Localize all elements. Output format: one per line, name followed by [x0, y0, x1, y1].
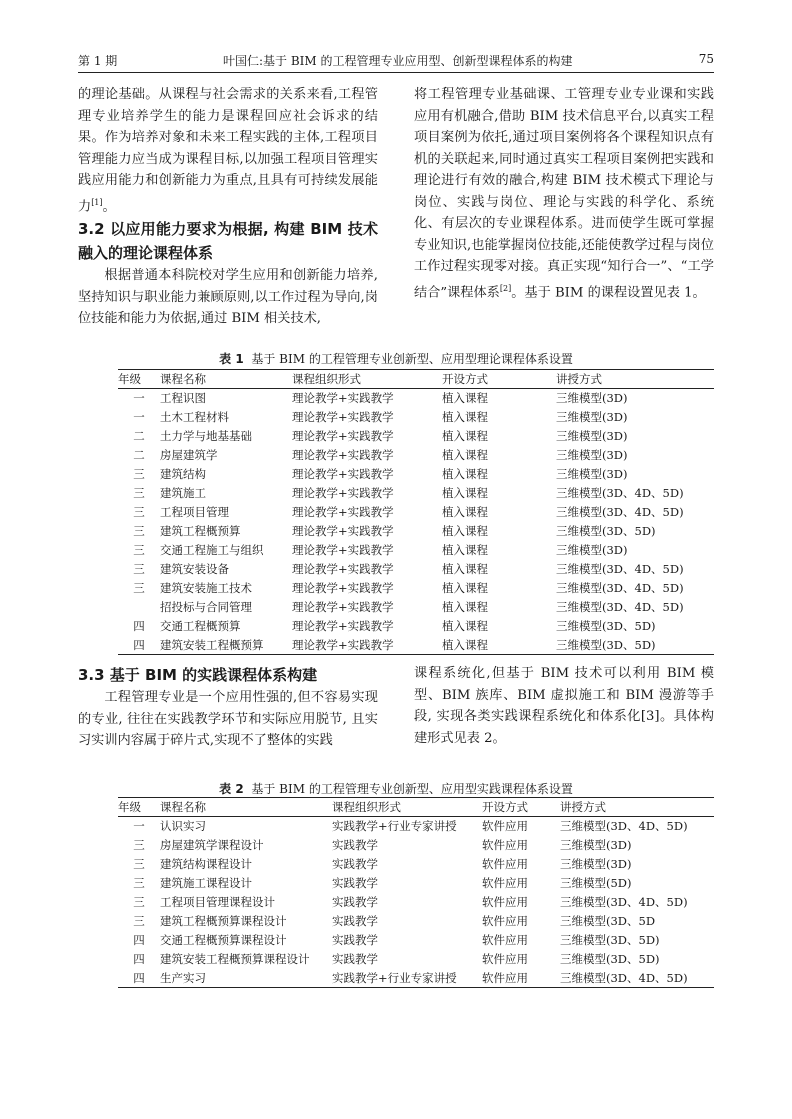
table-row [118, 446, 714, 465]
citation[interactable]: [1] [91, 197, 103, 207]
table-cell: 三 [133, 524, 145, 538]
table-cell: 实践教学 [332, 838, 378, 852]
table-cell: 植入课程 [442, 467, 488, 481]
table-cell: 植入课程 [442, 562, 488, 576]
column-header: 课程组织形式 [332, 798, 482, 817]
left-column-top [78, 84, 378, 330]
table-cell: 招投标与合同管理 [160, 600, 252, 614]
table-cell: 理论教学+实践教学 [292, 448, 394, 462]
table-row [118, 598, 714, 617]
table-cell: 三维模型(3D、5D) [556, 637, 656, 652]
table-row [118, 855, 714, 874]
table-cell: 理论教学+实践教学 [292, 581, 394, 595]
table-cell: 建筑安装工程概预算课程设计 [160, 952, 310, 966]
right-column-mid [414, 663, 714, 749]
table-cell: 三维模型(3D、4D、5D) [556, 581, 684, 595]
table-2-caption [78, 780, 714, 797]
table-cell: 认识实习 [160, 819, 206, 834]
table-cell: 植入课程 [442, 429, 488, 443]
table-row [118, 912, 714, 931]
table-cell: 理论教学+实践教学 [292, 486, 394, 500]
table-cell: 建筑安装施工技术 [160, 581, 252, 595]
table-cell: 三维模型(3D、5D) [560, 933, 660, 947]
table-cell: 理论教学+实践教学 [292, 619, 394, 633]
table-cell: 二 [133, 448, 145, 462]
table-cell: 实践教学+行业专家讲授 [332, 970, 457, 985]
table-header-row [118, 798, 714, 817]
table-cell: 建筑工程概预算课程设计 [160, 914, 287, 928]
table-cell: 三维模型(3D、4D、5D) [556, 600, 684, 614]
table-cell: 三 [133, 486, 145, 500]
table-cell: 三维模型(3D、5D) [556, 619, 656, 633]
table-cell: 三维模型(3D、5D) [560, 952, 660, 966]
column-header: 课程组织形式 [292, 370, 442, 389]
table-cell: 工程项目管理 [160, 505, 229, 519]
left-column-mid [78, 663, 378, 752]
table-cell: 建筑施工课程设计 [160, 876, 252, 890]
table-cell: 三维模型(3D、5D [560, 914, 656, 928]
table-cell: 建筑结构课程设计 [160, 857, 252, 871]
table-cell: 土木工程材料 [160, 410, 229, 424]
table-cell: 植入课程 [442, 543, 488, 557]
table-cell: 植入课程 [442, 410, 488, 424]
table-cell: 植入课程 [442, 448, 488, 462]
table-cell: 三维模型(3D、4D、5D) [556, 505, 684, 519]
table-cell: 四 [133, 637, 145, 652]
column-header: 开设方式 [482, 798, 560, 817]
table-row [118, 408, 714, 427]
table-cell: 一 [133, 410, 145, 424]
table-cell: 四 [133, 970, 145, 985]
table-cell: 植入课程 [442, 486, 488, 500]
table-cell: 三 [133, 895, 145, 909]
table-cell: 实践教学+行业专家讲授 [332, 819, 457, 834]
paragraph: 课程系统化,但基于 BIM 技术可以利用 BIM 模型、BIM 族库、BIM 虚拟施工和 BIM 漫游等手段, 实现各类实践课程系统化和体系化[3]。具体构建形式见表 2。 [414, 666, 714, 746]
table-cell: 建筑安装工程概预算 [160, 637, 264, 652]
table-cell: 三 [133, 505, 145, 519]
table-cell: 理论教学+实践教学 [292, 410, 394, 424]
table-cell: 三 [133, 543, 145, 557]
table-cell: 理论教学+实践教学 [292, 505, 394, 519]
table-cell: 植入课程 [442, 600, 488, 614]
table-cell: 实践教学 [332, 933, 378, 947]
table-cell: 软件应用 [482, 876, 528, 890]
table-cell: 土力学与地基基础 [160, 429, 252, 443]
table-row [118, 817, 714, 836]
table-cell: 软件应用 [482, 970, 528, 985]
table-cell: 理论教学+实践教学 [292, 391, 394, 406]
column-header: 年级 [118, 370, 160, 389]
table-cell: 建筑结构 [160, 467, 206, 481]
table-row [118, 522, 714, 541]
column-header: 课程名称 [160, 798, 332, 817]
paragraph: 的理论基础。从课程与社会需求的关系来看,工程管理专业培养学生的能力是课程回应社会诉求的结果。作为培养对象和未来工程实践的主体,工程项目管理能力应当成为课程目标,以加强工程项目管理实践应用能力和创新能力为重点,且具有可持续发展能力[1]。 [78, 87, 378, 214]
table-cell: 理论教学+实践教学 [292, 600, 394, 614]
table-cell: 房屋建筑学 [160, 448, 218, 462]
paragraph: 将工程管理专业基础课、工管理专业专业课和实践应用有机融合,借助 BIM 技术信息平台,以真实工程项目案例为依托,通过项目案例将各个课程知识点有机的关联起来,同时通过真实工程项目案例把实践和理论进行有效的融合,构建 BIM 技术模式下理论与岗位、实践与岗位、理论与实践的科学化、系统化、有层次的专业课程体系。进而使学生既可掌握专业知识,也能掌握岗位技能,还能使教学过程与岗位工作过程实现零对接。真正实现“知行合一”、“工学结合”课程体系[2]。基于 BIM 的课程设置见表 1。 [414, 87, 714, 300]
paragraph: 根据普通本科院校对学生应用和创新能力培养,坚持知识与职业能力兼顾原则,以工作过程为导向,岗位技能和能力为依据,通过 BIM 相关技术, [78, 268, 378, 327]
table-cell: 实践教学 [332, 857, 378, 871]
table-cell [118, 598, 160, 617]
table-1 [118, 369, 714, 655]
table-cell: 四 [133, 619, 145, 633]
table-cell: 三维模型(5D) [560, 876, 632, 890]
table-cell: 理论教学+实践教学 [292, 524, 394, 538]
table-cell: 三维模型(3D、4D、5D) [560, 970, 688, 985]
table-cell: 植入课程 [442, 524, 488, 538]
table-cell: 植入课程 [442, 581, 488, 595]
table-cell: 三 [133, 914, 145, 928]
table-cell: 建筑施工 [160, 486, 206, 500]
table-caption-text: 基于 BIM 的工程管理专业创新型、应用型实践课程体系设置 [251, 782, 573, 796]
table-label: 表 1 [219, 352, 244, 366]
table-cell: 交通工程概预算课程设计 [160, 933, 287, 947]
table-cell: 理论教学+实践教学 [292, 429, 394, 443]
table-cell: 软件应用 [482, 857, 528, 871]
table-cell: 一 [133, 391, 145, 406]
table-cell: 三 [133, 857, 145, 871]
table-cell: 三维模型(3D) [556, 543, 628, 557]
table-cell: 软件应用 [482, 819, 528, 834]
column-header: 课程名称 [160, 370, 292, 389]
table-cell: 三维模型(3D) [556, 467, 628, 481]
table-row [118, 503, 714, 522]
table-cell: 三维模型(3D) [560, 838, 632, 852]
table-cell: 三维模型(3D) [560, 857, 632, 871]
column-header: 讲授方式 [560, 798, 714, 817]
table-cell: 三维模型(3D) [556, 448, 628, 462]
table-cell: 三维模型(3D、4D、5D) [560, 819, 688, 834]
table-cell: 实践教学 [332, 914, 378, 928]
table-cell: 建筑工程概预算 [160, 524, 241, 538]
table-cell: 实践教学 [332, 876, 378, 890]
column-header: 讲授方式 [556, 370, 714, 389]
column-header: 年级 [118, 798, 160, 817]
table-cell: 交通工程施工与组织 [160, 543, 264, 557]
table-cell: 建筑安装设备 [160, 562, 229, 576]
table-cell: 三 [133, 581, 145, 595]
table-row [118, 617, 714, 636]
table-row [118, 560, 714, 579]
table-cell: 植入课程 [442, 391, 488, 406]
table-cell: 三维模型(3D、4D、5D) [560, 895, 688, 909]
table-row [118, 836, 714, 855]
table-header-row [118, 370, 714, 389]
table-cell: 三维模型(3D、4D、5D) [556, 562, 684, 576]
running-header [78, 48, 714, 73]
table-row [118, 893, 714, 912]
section-heading-3-2: 3.2 以应用能力要求为根据, 构建 BIM 技术融入的理论课程体系 [78, 220, 378, 263]
paragraph: 工程管理专业是一个应用性强的,但不容易实现的专业, 往往在实践教学环节和实际应用脱节, 且实习实训内容属于碎片式,实现不了整体的实践 [78, 690, 378, 748]
table-2 [118, 797, 714, 988]
table-caption-text: 基于 BIM 的工程管理专业创新型、应用型理论课程体系设置 [251, 352, 573, 366]
table-cell: 理论教学+实践教学 [292, 637, 394, 652]
section-heading-3-3: 3.3 基于 BIM 的实践课程体系构建 [78, 666, 318, 684]
right-column-top [414, 84, 714, 303]
table-cell: 交通工程概预算 [160, 619, 241, 633]
table-cell: 软件应用 [482, 952, 528, 966]
table-cell: 软件应用 [482, 933, 528, 947]
table-cell: 理论教学+实践教学 [292, 562, 394, 576]
table-cell: 三维模型(3D) [556, 429, 628, 443]
table-row [118, 389, 714, 408]
running-title: 叶国仁:基于 BIM 的工程管理专业应用型、创新型课程体系的构建 [223, 54, 573, 68]
page-number: 75 [698, 52, 714, 66]
issue-number: 第 1 期 [78, 54, 118, 68]
table-cell: 一 [133, 819, 145, 834]
table-cell: 三维模型(3D) [556, 391, 628, 406]
table-row [118, 465, 714, 484]
table-cell: 软件应用 [482, 914, 528, 928]
table-cell: 房屋建筑学课程设计 [160, 838, 264, 852]
table-cell: 三维模型(3D、5D) [556, 524, 656, 538]
table-row [118, 950, 714, 969]
table-cell: 工程识图 [160, 391, 206, 406]
table-cell: 三 [133, 562, 145, 576]
table-cell: 三 [133, 467, 145, 481]
table-cell: 软件应用 [482, 838, 528, 852]
table-row [118, 427, 714, 446]
table-cell: 植入课程 [442, 637, 488, 652]
table-cell: 植入课程 [442, 505, 488, 519]
column-header: 开设方式 [442, 370, 556, 389]
table-label: 表 2 [219, 782, 244, 796]
table-cell: 实践教学 [332, 952, 378, 966]
table-cell: 理论教学+实践教学 [292, 543, 394, 557]
table-row [118, 484, 714, 503]
table-cell: 四 [133, 933, 145, 947]
table-row [118, 636, 714, 655]
table-cell: 理论教学+实践教学 [292, 467, 394, 481]
table-cell: 四 [133, 952, 145, 966]
table-cell: 生产实习 [160, 970, 206, 985]
table-cell: 工程项目管理课程设计 [160, 895, 275, 909]
table-cell: 三维模型(3D、4D、5D) [556, 486, 684, 500]
table-1-caption [78, 350, 714, 367]
table-cell: 实践教学 [332, 895, 378, 909]
table-row [118, 931, 714, 950]
table-row [118, 969, 714, 988]
citation[interactable]: [2] [499, 283, 512, 293]
table-cell: 三 [133, 876, 145, 890]
table-cell: 三维模型(3D) [556, 410, 628, 424]
table-cell: 三 [133, 838, 145, 852]
table-cell: 植入课程 [442, 619, 488, 633]
table-row [118, 579, 714, 598]
table-cell: 二 [133, 429, 145, 443]
table-cell: 软件应用 [482, 895, 528, 909]
table-row [118, 541, 714, 560]
table-row [118, 874, 714, 893]
